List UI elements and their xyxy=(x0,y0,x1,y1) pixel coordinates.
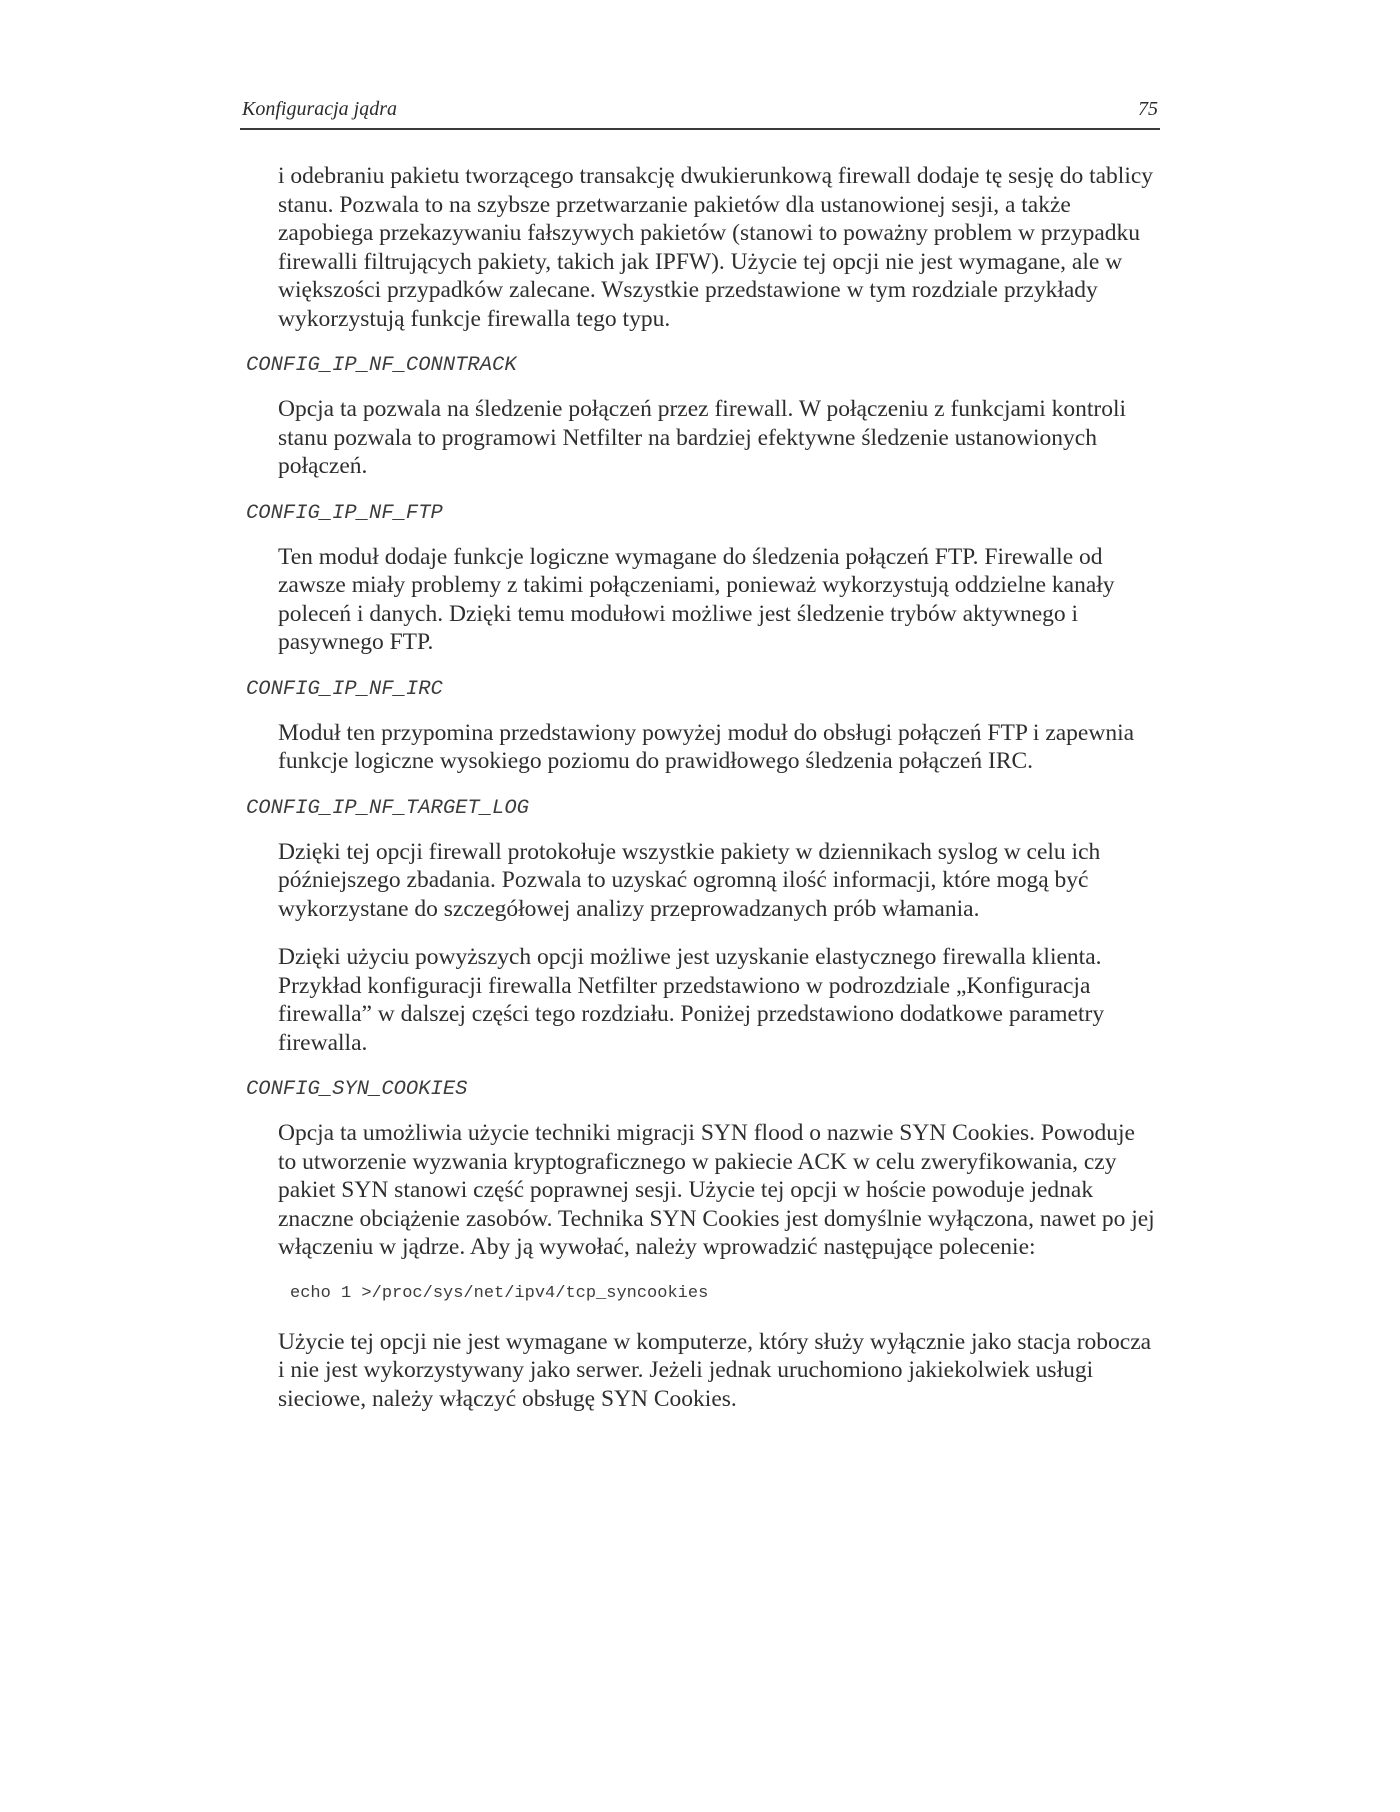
config-option-heading: CONFIG_SYN_COOKIES xyxy=(246,1078,468,1101)
running-title: Konfiguracja jądra xyxy=(242,98,398,120)
config-option-heading: CONFIG_IP_NF_IRC xyxy=(246,677,443,701)
page-content xyxy=(240,162,1160,1433)
paragraph: Opcja ta pozwala na śledzenie połączeń przez firewall. W połączeniu z funkcjami kontroli stanu pozwala to programowi Netfilter na bardziej efektywne śledzenie ustanowionych połączeń. xyxy=(278,396,1127,479)
page-number: 75 xyxy=(1138,98,1158,120)
paragraph: Dzięki tej opcji firewall protokołuje wszystkie pakiety w dziennikach syslog w celu ich późniejszego zbadania. Pozwala to uzyskać ogromną ilość informacji, które mogą być wykorzystane do szczegółowej analizy przeprowadzanych prób włamania. xyxy=(278,838,1101,922)
page-header xyxy=(240,98,1160,130)
config-option-heading: CONFIG_IP_NF_FTP xyxy=(246,501,443,525)
config-option-heading: CONFIG_IP_NF_TARGET_LOG xyxy=(246,796,529,820)
paragraph: Moduł ten przypomina przedstawiony powyżej moduł do obsługi połączeń FTP i zapewnia funkcje logiczne wysokiego poziomu do prawidłowego śledzenia połączeń IRC. xyxy=(278,719,1135,774)
paragraph: Opcja ta umożliwia użycie techniki migracji SYN flood o nazwie SYN Cookies. Powoduje to utworzenie wyzwania kryptograficznego w pakiecie ACK w celu zweryfikowania, czy pakiet SYN stanowi część poprawnej sesji. Użycie tej opcji w hoście powoduje jednak znaczne obciążenie zasobów. Technika SYN Cookies jest domyślnie wyłączona, nawet po jej włączeniu w jądrze. Aby ją wywołać, należy wprowadzić następujące polecenie: xyxy=(278,1120,1155,1260)
paragraph: Ten moduł dodaje funkcje logiczne wymagane do śledzenia połączeń FTP. Firewalle od zawsze miały problemy z takimi połączeniami, ponieważ wykorzystują oddzielne kanały poleceń i danych. Dzięki temu modułowi możliwe jest śledzenie trybów aktywnego i pasywnego FTP. xyxy=(278,543,1115,655)
paragraph: Użycie tej opcji nie jest wymagane w komputerze, który służy wyłącznie jako stacja robocza i nie jest wykorzystywany jako serwer. Jeżeli jednak uruchomiono jakiekolwiek usługi sieciowe, należy włączyć obsługę SYN Cookies. xyxy=(278,1328,1152,1412)
paragraph: Dzięki użyciu powyższych opcji możliwe jest uzyskanie elastycznego firewalla klienta. Przykład konfiguracji firewalla Netfilter przedstawiono w podrozdziale „Konfiguracja firewalla” w dalszej części tego rozdziału. Poniżej przedstawiono dodatkowe parametry firewalla. xyxy=(278,944,1105,1056)
code-command: echo 1 >/proc/sys/net/ipv4/tcp_syncookies xyxy=(290,1283,709,1303)
paragraph: i odebraniu pakietu tworzącego transakcję dwukierunkową firewall dodaje tę sesję do tablicy stanu. Pozwala to na szybsze przetwarzanie pakietów dla ustanowionej sesji, a także zapobiega przekazywaniu fałszywych pakietów (stanowi to poważny problem w przypadku firewalli filtrujących pakiety, takich jak IPFW). Użycie tej opcji nie jest wymagane, ale w większości przypadków zalecane. Wszystkie przedstawione w tym rozdziale przykłady wykorzystują funkcje firewalla tego typu. xyxy=(278,163,1154,332)
config-option-heading: CONFIG_IP_NF_CONNTRACK xyxy=(246,354,517,377)
